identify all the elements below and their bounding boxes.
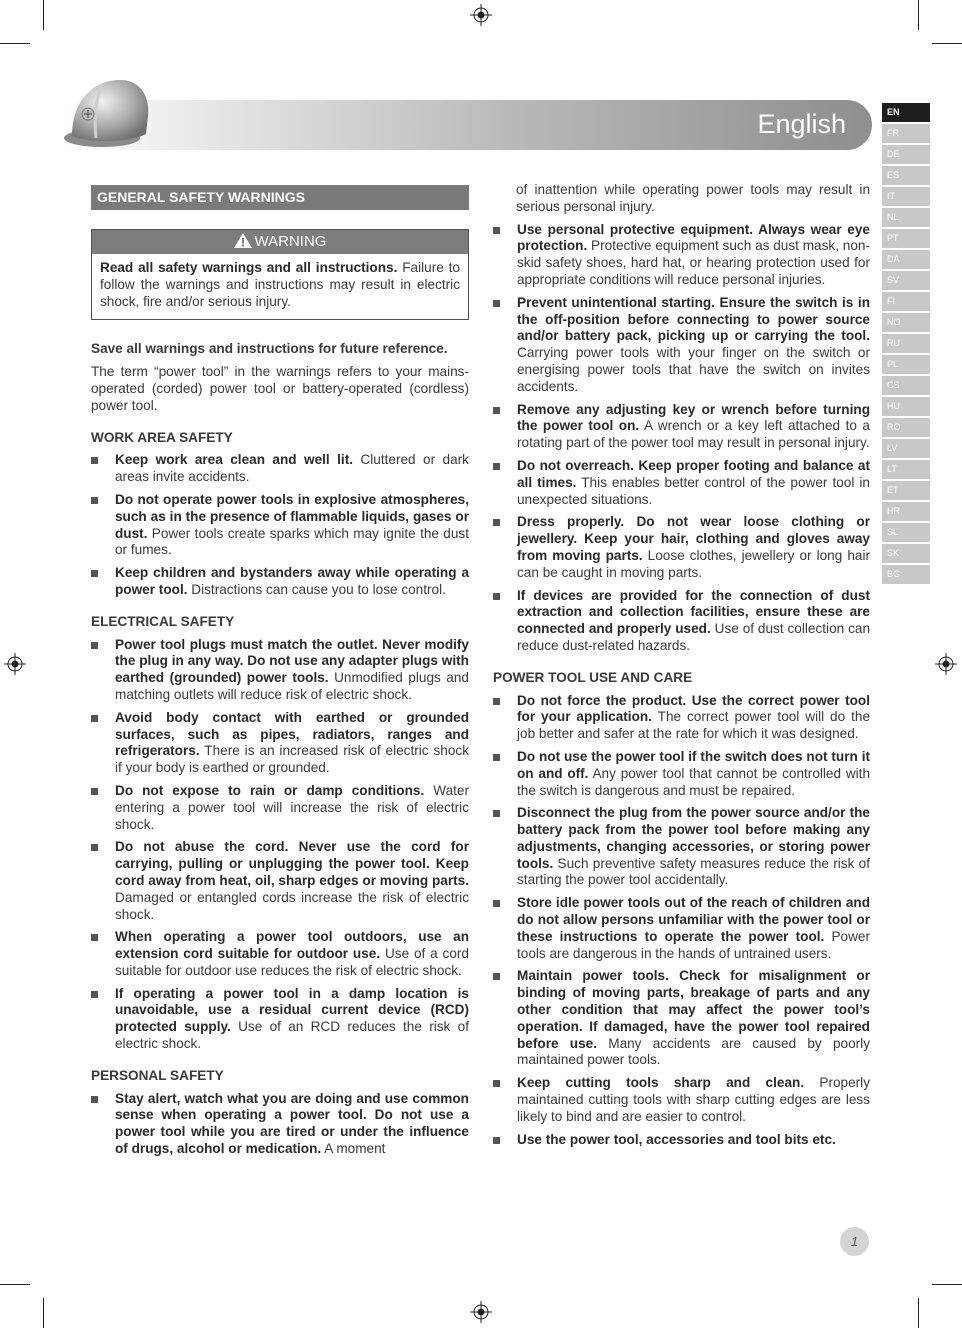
list-item bbox=[493, 1075, 870, 1125]
registration-mark-icon bbox=[470, 4, 492, 26]
crop-mark bbox=[0, 43, 30, 44]
bullet-icon bbox=[493, 1137, 500, 1144]
heading-electrical: ELECTRICAL SAFETY bbox=[91, 613, 235, 629]
item-bold: Do not overreach. Keep proper footing and balance at all times. bbox=[517, 457, 870, 490]
bullet-icon bbox=[91, 457, 98, 464]
item-text: Loose clothes, jewellery or long hair can be caught in moving parts. bbox=[517, 547, 870, 580]
item-text: Cluttered or dark areas invite accidents. bbox=[115, 452, 469, 485]
item-bold: If devices are provided for the connection of dust extraction and collection facilities, ensure these are connected and properly used. bbox=[517, 587, 870, 637]
item-text: Carrying power tools with your finger on the switch or energising power tools that have the switch on invites accidents. bbox=[517, 345, 870, 394]
bullet-icon bbox=[91, 570, 98, 577]
hard-hat-icon bbox=[62, 72, 158, 152]
tab-ru[interactable]: RU bbox=[882, 334, 930, 353]
language-title: English bbox=[757, 109, 846, 139]
tool-use-list bbox=[493, 693, 870, 1149]
bullet-icon bbox=[91, 991, 98, 998]
list-item bbox=[493, 402, 870, 452]
bullet-icon bbox=[91, 715, 98, 722]
item-bold: Avoid body contact with earthed or grounded surfaces, such as pipes, radiators, ranges and refrigerators. bbox=[115, 709, 469, 759]
item-text: Use of a cord suitable for outdoor use reduces the risk of electric shock. bbox=[115, 946, 469, 978]
list-item bbox=[493, 968, 870, 1069]
bullet-icon bbox=[493, 754, 500, 761]
item-bold: Maintain power tools. Check for misalignment or binding of moving parts, breakage of parts and any other condition that may affect the power tool’s operation. If damaged, have the power tool repaired before use. bbox=[517, 968, 870, 1051]
item-text: Any power tool that cannot be controlled with the switch is dangerous and must be repaired. bbox=[517, 765, 870, 798]
crop-mark bbox=[932, 43, 962, 44]
tab-fr[interactable]: FR bbox=[882, 124, 930, 143]
crop-mark bbox=[918, 1298, 919, 1328]
item-text: Unmodified plugs and matching outlets will reduce risk of electric shock. bbox=[115, 670, 469, 702]
item-bold: Disconnect the plug from the power source and/or the battery pack from the power tool before making any adjustments, changing accessories, or storing power tools. bbox=[517, 805, 870, 871]
item-bold: Do not expose to rain or damp conditions. bbox=[115, 782, 425, 798]
list-item bbox=[91, 492, 469, 559]
item-text: Power tools create sparks which may ignite the dust or fumes. bbox=[115, 525, 469, 558]
list-item bbox=[91, 839, 469, 923]
registration-mark-icon bbox=[470, 1301, 492, 1323]
list-item bbox=[493, 895, 870, 962]
list-item bbox=[493, 295, 870, 396]
item-text: Distractions can cause you to lose control. bbox=[187, 581, 446, 597]
item-bold: Keep cutting tools sharp and clean. bbox=[517, 1075, 805, 1091]
registration-mark-icon bbox=[4, 653, 26, 675]
page-number: 1 bbox=[840, 1227, 869, 1256]
item-bold: Keep children and bystanders away while operating a power tool. bbox=[115, 565, 469, 597]
list-item bbox=[493, 514, 870, 581]
item-bold: Store idle power tools out of the reach of children and do not allow persons unfamiliar with the power tool or these instructions to operate the power tool. bbox=[517, 895, 870, 944]
tab-pl[interactable]: PL bbox=[882, 355, 930, 374]
crop-mark bbox=[0, 1284, 30, 1285]
bullet-icon bbox=[493, 300, 500, 307]
tab-bg[interactable]: BG bbox=[882, 565, 930, 584]
list-item bbox=[91, 783, 469, 833]
item-bold: Remove any adjusting key or wrench before turning the power tool on. bbox=[517, 401, 870, 434]
item-text: A moment bbox=[321, 1141, 386, 1157]
bullet-icon bbox=[493, 227, 500, 234]
list-item bbox=[91, 452, 469, 486]
item-text: Water entering a power tool will increase the risk of electric shock. bbox=[115, 782, 469, 832]
warning-label: WARNING bbox=[254, 233, 327, 250]
item-bold: When operating a power tool outdoors, use an extension cord suitable for outdoor use. bbox=[115, 929, 469, 962]
registration-mark-icon bbox=[935, 653, 957, 675]
bullet-icon bbox=[91, 1096, 98, 1103]
item-bold: Prevent unintentional starting. Ensure the switch is in the off-position before connecting to power source and/or battery pack, picking up or carrying the tool. bbox=[517, 294, 870, 344]
item-text: Properly maintained cutting tools with sharp cutting edges are less likely to bind and are easier to control. bbox=[517, 1075, 870, 1124]
left-column bbox=[91, 185, 469, 1164]
list-item bbox=[493, 805, 870, 889]
item-bold: Use personal protective equipment. Always wear eye protection. bbox=[517, 221, 870, 254]
item-text: Damaged or entangled cords increase the risk of electric shock. bbox=[115, 889, 469, 922]
item-bold: Do not force the product. Use the correct power tool for your application. bbox=[517, 692, 870, 725]
list-item bbox=[91, 986, 469, 1053]
tab-cs[interactable]: CS bbox=[882, 376, 930, 395]
crop-mark bbox=[43, 1298, 44, 1328]
tab-hr[interactable]: HR bbox=[882, 502, 930, 521]
tab-hu[interactable]: HU bbox=[882, 397, 930, 416]
item-text: There is an increased risk of electric shock if your body is earthed or grounded. bbox=[115, 743, 469, 776]
tab-es[interactable]: ES bbox=[882, 166, 930, 185]
list-item bbox=[91, 929, 469, 979]
tab-fi[interactable]: FI bbox=[882, 292, 930, 311]
bullet-icon bbox=[91, 844, 98, 851]
bullet-icon bbox=[493, 519, 500, 526]
crop-mark bbox=[43, 0, 44, 30]
tab-nl[interactable]: NL bbox=[882, 208, 930, 227]
heading-tool-use: POWER TOOL USE AND CARE bbox=[493, 669, 693, 685]
list-item bbox=[493, 458, 870, 508]
continuation-text: of inattention while operating power tools may result in serious personal injury. bbox=[516, 182, 870, 214]
bullet-icon bbox=[91, 642, 98, 649]
item-bold: Stay alert, watch what you are doing and use common sense when operating a power tool. Do not use a power tool while you are tired or under the influence of drugs, alcohol or medication. bbox=[115, 1090, 469, 1157]
work-area-list bbox=[91, 452, 469, 598]
intro-text: The term “power tool” in the warnings refers to your mains-operated (corded) power tool or battery-operated (cordless) power tool. bbox=[91, 364, 469, 413]
list-item bbox=[493, 222, 870, 289]
save-note: Save all warnings and instructions for future reference. bbox=[91, 341, 448, 357]
personal-list-continued bbox=[493, 222, 870, 655]
section-title: GENERAL SAFETY WARNINGS bbox=[91, 185, 469, 210]
item-text: A wrench or a key left attached to a rotating part of the power tool may result in personal injury. bbox=[517, 418, 870, 451]
tab-it[interactable]: IT bbox=[882, 187, 930, 206]
crop-mark bbox=[932, 1284, 962, 1285]
item-text: Use of an RCD reduces the risk of electric shock. bbox=[115, 1019, 469, 1052]
item-bold: Do not operate power tools in explosive atmospheres, such as in the presence of flammable liquids, gases or dust. bbox=[115, 491, 469, 541]
item-text: Protective equipment such as dust mask, non-skid safety shoes, hard hat, or hearing protection used for appropriate conditions will reduce personal injuries. bbox=[517, 238, 870, 287]
bullet-icon bbox=[493, 698, 500, 705]
list-item bbox=[91, 637, 469, 704]
language-tabs bbox=[882, 103, 930, 586]
bullet-icon bbox=[493, 1080, 500, 1087]
warning-triangle-icon bbox=[234, 233, 252, 248]
item-bold: Dress properly. Do not wear loose clothing or jewellery. Keep your hair, clothing and gloves away from moving parts. bbox=[517, 514, 870, 563]
bullet-icon bbox=[493, 407, 500, 414]
tab-no[interactable]: NO bbox=[882, 313, 930, 332]
bullet-icon bbox=[91, 934, 98, 941]
language-banner bbox=[66, 100, 872, 150]
tab-de[interactable]: DE bbox=[882, 145, 930, 164]
bullet-icon bbox=[493, 593, 500, 600]
warning-bold: Read all safety warnings and all instructions. bbox=[100, 260, 398, 275]
item-bold: Use the power tool, accessories and tool bits etc. bbox=[517, 1131, 836, 1147]
item-text: The correct power tool will do the job better and safer at the rate for which it was designed. bbox=[517, 709, 870, 742]
item-bold: Keep work area clean and well lit. bbox=[115, 452, 353, 468]
list-item bbox=[493, 588, 870, 655]
crop-mark bbox=[918, 0, 919, 30]
tab-lv[interactable]: LV bbox=[882, 439, 930, 458]
item-bold: If operating a power tool in a damp location is unavoidable, use a residual current device (RCD) protected supply. bbox=[115, 985, 469, 1035]
tab-sk[interactable]: SK bbox=[882, 544, 930, 563]
electrical-list bbox=[91, 637, 469, 1053]
warning-body bbox=[92, 254, 468, 319]
tab-ro[interactable]: RO bbox=[882, 418, 930, 437]
warning-text: Failure to follow the warnings and instructions may result in electric shock, fire and/or serious injury. bbox=[100, 260, 460, 309]
tab-en[interactable]: EN bbox=[882, 103, 930, 122]
warning-box bbox=[91, 229, 469, 320]
item-text: Such preventive safety measures reduce the risk of starting the power tool accidentally. bbox=[517, 855, 870, 888]
list-item bbox=[493, 693, 870, 743]
item-text: Many accidents are caused by poorly maintained power tools. bbox=[517, 1035, 870, 1068]
tab-et[interactable]: ET bbox=[882, 481, 930, 500]
item-text: Use of dust collection can reduce dust-related hazards. bbox=[517, 621, 870, 653]
tab-lt[interactable]: LT bbox=[882, 460, 930, 479]
right-column bbox=[493, 182, 870, 1154]
tab-pt[interactable]: PT bbox=[882, 229, 930, 248]
list-item bbox=[493, 1132, 870, 1149]
item-text: This enables better control of the power tool in unexpected situations. bbox=[517, 474, 870, 507]
bullet-icon bbox=[493, 810, 500, 817]
item-bold: Do not use the power tool if the switch does not turn it on and off. bbox=[517, 748, 870, 781]
list-item bbox=[91, 1091, 469, 1158]
list-item bbox=[493, 749, 870, 799]
bullet-icon bbox=[493, 900, 500, 907]
bullet-icon bbox=[493, 463, 500, 470]
list-item bbox=[91, 565, 469, 599]
item-bold: Do not abuse the cord. Never use the cord for carrying, pulling or unplugging the power tool. Keep cord away from heat, oil, sharp edges or moving parts. bbox=[115, 839, 469, 888]
tab-da[interactable]: DA bbox=[882, 250, 930, 269]
item-bold: Power tool plugs must match the outlet. Never modify the plug in any way. Do not use any adapter plugs with earthed (grounded) power tools. bbox=[115, 636, 469, 686]
warning-header bbox=[92, 230, 468, 254]
heading-work-area: WORK AREA SAFETY bbox=[91, 429, 233, 445]
tab-sl[interactable]: SL bbox=[882, 523, 930, 542]
bullet-icon bbox=[91, 497, 98, 504]
personal-list bbox=[91, 1091, 469, 1158]
item-text: Power tools are dangerous in the hands of untrained users. bbox=[517, 928, 871, 961]
heading-personal: PERSONAL SAFETY bbox=[91, 1067, 224, 1083]
list-item bbox=[91, 710, 469, 777]
bullet-icon bbox=[493, 973, 500, 980]
bullet-icon bbox=[91, 788, 98, 795]
tab-sv[interactable]: SV bbox=[882, 271, 930, 290]
